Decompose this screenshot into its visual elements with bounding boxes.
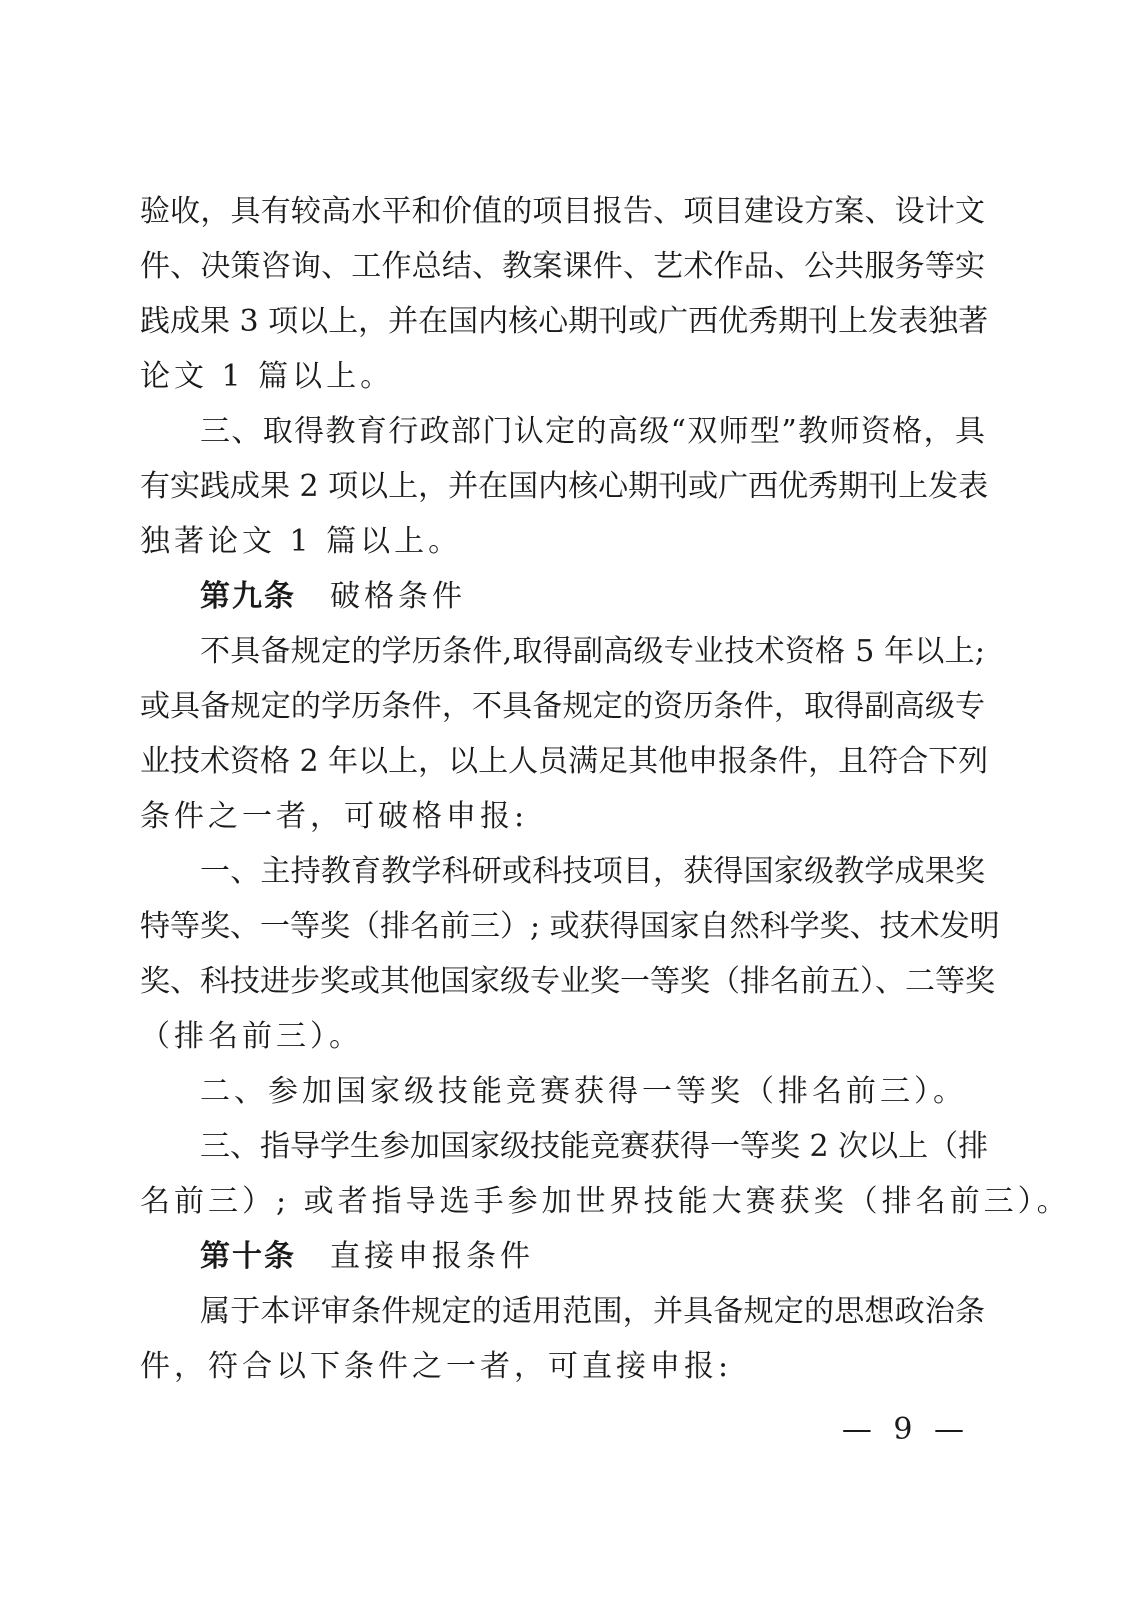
text-line: 属于本评审条件规定的适用范围，并具备规定的思想政治条 [200,1294,985,1329]
text-line: 践成果 3 项以上，并在国内核心期刊或广西优秀期刊上发表独著 [140,304,989,339]
text-line: 不具备规定的学历条件,取得副高级专业技术资格 5 年以上; [200,634,985,669]
text-line: 论文 1 篇以上。 [140,359,395,394]
text-line: 件，符合以下条件之一者，可直接申报: [140,1349,733,1384]
text-line: 特等奖、一等奖（排名前三）; 或获得国家自然科学奖、技术发明 [140,909,1000,944]
text-line: 三、取得教育行政部门认定的高级“双师型”教师资格，具 [200,414,985,449]
text-line: 二、参加国家级技能竞赛获得一等奖（排名前三）。 [200,1074,967,1109]
text-line: 件、决策咨询、工作总结、教案课件、艺术作品、公共服务等实 [140,249,985,284]
text-line: 业技术资格 2 年以上，以上人员满足其他申报条件，且符合下列 [140,744,989,779]
text-line: 奖、科技进步奖或其他国家级专业奖一等奖（排名前五）、二等奖 [140,964,995,999]
text-line: 一、主持教育教学科研或科技项目，获得国家级教学成果奖 [200,854,985,889]
article-heading [200,1235,534,1279]
text-line: 有实践成果 2 项以上，并在国内核心期刊或广西优秀期刊上发表 [140,469,989,504]
article-number: 第十条 [200,1239,296,1274]
article-heading [200,575,466,619]
text-line: 独著论文 1 篇以上。 [140,524,463,559]
page-number: — 9 — [841,1412,970,1447]
text-line: 验收，具有较高水平和价值的项目报告、项目建设方案、设计文 [140,194,985,229]
article-number: 第九条 [200,579,296,614]
text-line: 或具备规定的学历条件，不具备规定的资历条件，取得副高级专 [140,689,985,724]
text-line: 条件之一者，可破格申报: [140,799,529,834]
article-title: 破格条件 [330,579,466,614]
text-line: 三、指导学生参加国家级技能竞赛获得一等奖 2 次以上（排 [200,1129,989,1164]
text-line: （排名前三）。 [140,1019,363,1054]
text-line: 名前三）; 或者指导选手参加世界技能大赛获奖（排名前三）。 [140,1184,1071,1219]
article-title: 直接申报条件 [330,1239,534,1274]
